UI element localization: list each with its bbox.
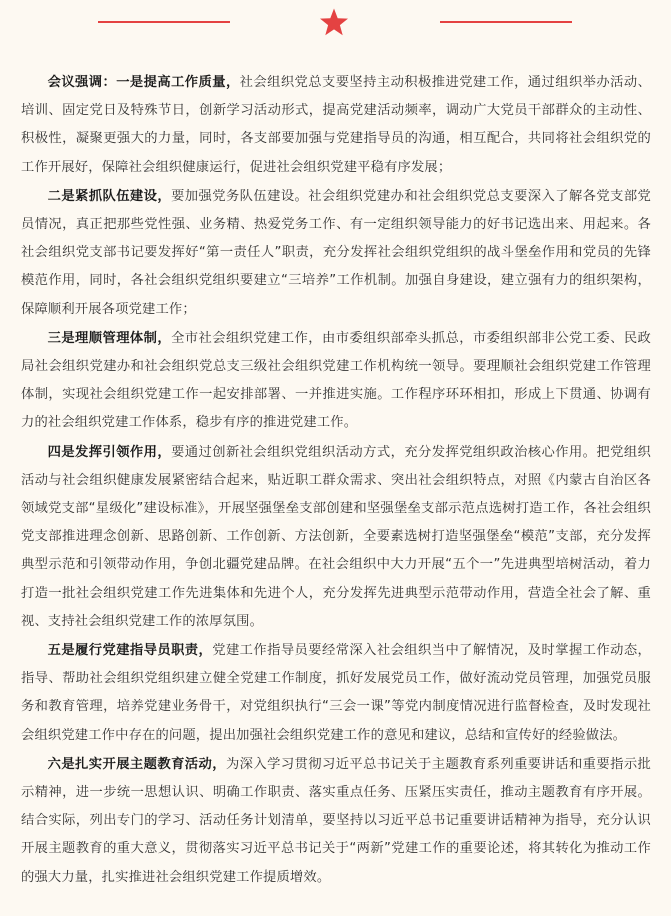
paragraph-lead: 五是履行党建指导员职责， — [47, 643, 213, 659]
paragraph-lead: 会议强调：一是提高工作质量， — [47, 75, 240, 90]
header-ornament — [0, 0, 671, 46]
star-icon — [318, 7, 350, 39]
paragraph-lead: 二是紧抓队伍建设， — [47, 188, 172, 204]
paragraph-text: 要加强党务队伍建设。社会组织党建办和社会组织党总支要深入了解各党支部党员情况，真正把那些党性强、业务精、热爱党务工作、有一定组织领导能力的好书记选出来、用起来。各社会组织党支部书记要发挥好“第一责任人”职责，充分发挥社会组织党组织的战斗堡垒作用和党员的先锋模范作用，同时，各社会组织党组织要建立“三培养”工作机制。加强自身建设，建立强有力的组织架构，保障顺利开展各项党建工作； — [21, 188, 651, 317]
paragraph-text: 为深入学习贯彻习近平总书记关于主题教育系列重要讲话和重要指示批示精神，进一步统一思想认识、明确工作职责、落实重点任务、压紧压实责任，推动主题教育有序开展。结合实际，列出专门的学习、活动任务计划清单，要坚持以习近平总书记重要讲话精神为指导，充分认识开展主题教育的重大意义，贯彻落实习近平总书记关于“两新”党建工作的重要论述，将其转化为推动工作的强大力量，扎实推进社会组织党建工作提质增效。 — [21, 756, 651, 885]
paragraph-text: 党建工作指导员要经常深入社会组织当中了解情况，及时掌握工作动态，指导、帮助社会组织党组织建立健全党建工作制度，抓好发展党员工作，做好流动党员管理，加强党员服务和教育管理，培养党建业务骨干，对党组织执行“三会一课”等党内制度情况进行监督检查，及时发现社会组织党建工作中存在的问题，提出加强社会组织党建工作的意见和建议，总结和宣传好的经验做法。 — [21, 643, 651, 743]
left-divider-line — [98, 21, 230, 23]
paragraph-theme-education — [21, 751, 651, 892]
paragraph-lead: 三是理顺管理体制， — [47, 330, 172, 346]
paragraph-leading-role — [21, 439, 651, 636]
paragraph-text: 社会组织党总支要坚持主动积极推进党建工作，通过组织举办活动、培训、固定党日及特殊节日，创新学习活动形式，提高党建活动频率，调动广大党员干部群众的主动性、积极性，凝聚更强大的力量，同时，各支部要加强与党建指导员的沟通，相互配合，共同将社会组织党的工作开展好，保障社会组织健康运行，促进社会组织党建平稳有序发展； — [21, 75, 651, 175]
article-body — [21, 69, 651, 892]
paragraph-team-building — [21, 183, 651, 324]
paragraph-lead: 四是发挥引领作用， — [47, 444, 172, 460]
paragraph-instructor-duties — [21, 637, 651, 750]
paragraph-management-system — [21, 325, 651, 438]
paragraph-text: 要通过创新社会组织党组织活动方式，充分发挥党组织政治核心作用。把党组织活动与社会组织健康发展紧密结合起来，贴近职工群众需求、突出社会组织特点，对照《内蒙古自治区各领域党支部“星级化”建设标准》，开展坚强堡垒支部创建和坚强堡垒支部示范点选树打造工作，各社会组织党支部推进理念创新、思路创新、工作创新、方法创新，全要素选树打造坚强堡垒“模范”支部，充分发挥典型示范和引领带动作用，争创北疆党建品牌。在社会组织中大力开展“五个一”先进典型培树活动，着力打造一批社会组织党建工作先进集体和先进个人，充分发挥先进典型示范带动作用，营造全社会了解、重视、支持社会组织党建工作的浓厚氛围。 — [21, 444, 651, 629]
right-divider-line — [440, 21, 572, 23]
paragraph-lead: 六是扎实开展主题教育活动， — [47, 756, 226, 772]
paragraph-text: 全市社会组织党建工作，由市委组织部牵头抓总，市委组织部非公党工委、民政局社会组织党建办和社会组织党总支三级社会组织党建工作机构统一领导。要理顺社会组织党建工作管理体制，实现社会组织党建工作一起安排部署、一并推进实施。工作程序环环相扣，形成上下贯通、协调有力的社会组织党建工作体系，稳步有序的推进党建工作。 — [21, 330, 651, 431]
paragraph-work-quality — [21, 69, 651, 182]
